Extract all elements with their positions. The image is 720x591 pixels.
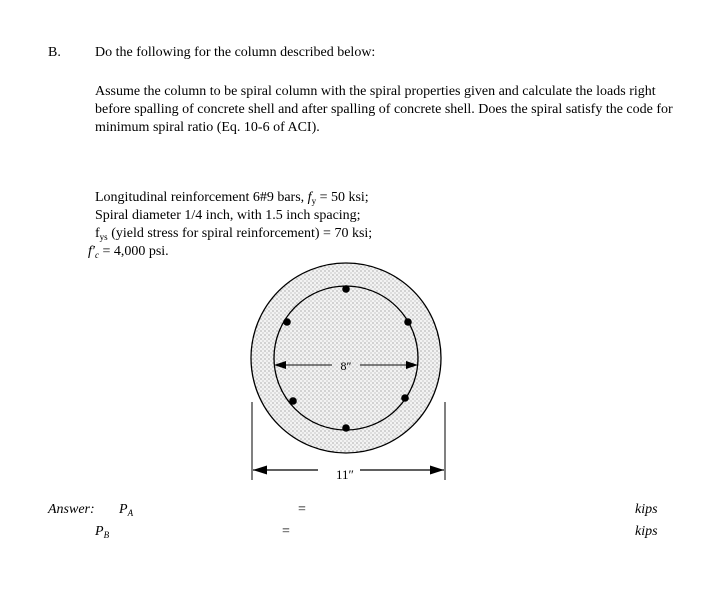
longitudinal-bar (401, 394, 409, 402)
pa-sub: A (127, 508, 134, 518)
pb-var: P (95, 524, 104, 539)
property-spiral-yield-stress (95, 226, 372, 242)
answer-pb-variable (95, 524, 109, 540)
pa-var: P (119, 502, 128, 517)
property-line4-sub: c (94, 250, 99, 260)
answer-pa-equals: = (298, 502, 306, 517)
property-line1-var: f (307, 190, 312, 205)
answer-pa-unit: kips (635, 502, 658, 517)
core-diameter-label: 8″ (340, 359, 352, 373)
problem-paragraph: Assume the column to be spiral column with the spiral properties given and calculate the loads right before spalling of concrete shell and after spalling of concrete shell. Does the spiral satisfy the code for minimum spiral ratio (Eq. 10-6 of ACI). (95, 84, 673, 135)
longitudinal-bar (342, 424, 350, 432)
pb-sub: B (103, 530, 110, 540)
property-spiral-diameter: Spiral diameter 1/4 inch, with 1.5 inch spacing; (95, 208, 361, 223)
answer-pb-unit: kips (635, 524, 658, 539)
property-line3-sub: ys (99, 232, 108, 242)
property-concrete-strength (88, 244, 169, 260)
property-line3-suffix: (yield stress for spiral reinforcement) = 70 ksi; (107, 226, 373, 241)
answer-pb-equals: = (282, 524, 290, 539)
property-line3-var: f (95, 226, 100, 241)
answer-label: Answer: (48, 502, 95, 517)
property-line4-suffix: = 4,000 psi. (98, 244, 169, 259)
property-line1-sub: y (311, 196, 317, 206)
property-line4-var: f′ (88, 244, 95, 259)
section-instruction: Do the following for the column described below: (95, 45, 376, 60)
longitudinal-bar (404, 318, 412, 326)
property-line1-prefix: Longitudinal reinforcement 6#9 bars, (95, 190, 308, 205)
answer-pa-variable (119, 502, 133, 518)
column-cross-section-figure (240, 262, 470, 490)
section-label: B. (48, 45, 61, 60)
longitudinal-bar (342, 285, 350, 293)
longitudinal-bar (289, 397, 297, 405)
longitudinal-bar (283, 318, 291, 326)
property-line1-suffix: = 50 ksi; (316, 190, 369, 205)
outer-diameter-label: 11″ (336, 467, 354, 482)
property-longitudinal-reinforcement (95, 190, 369, 206)
